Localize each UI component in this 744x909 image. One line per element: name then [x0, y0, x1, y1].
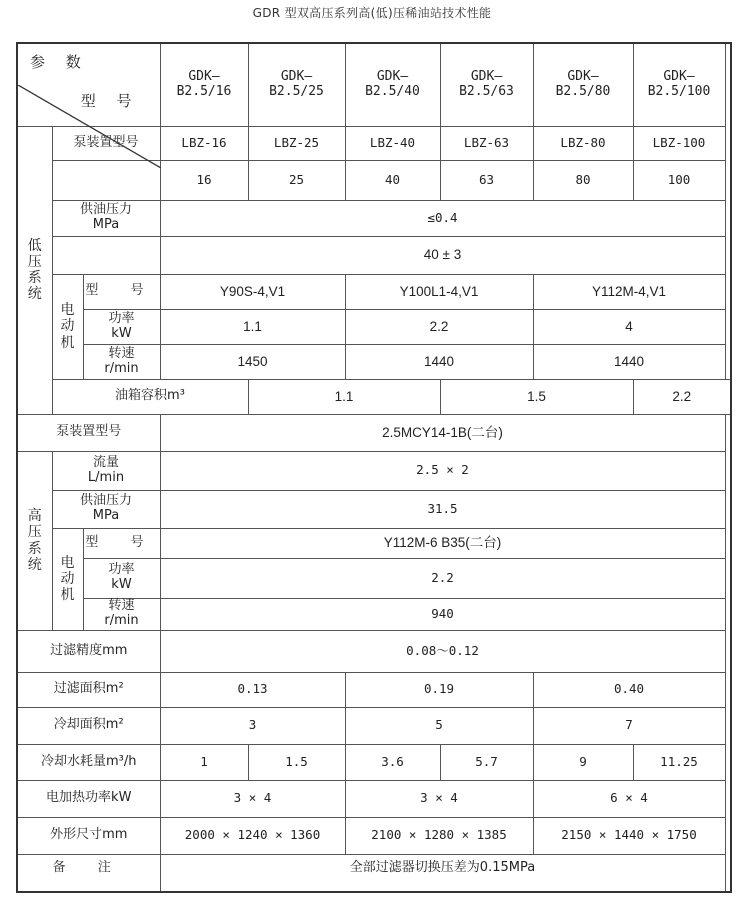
high-pressure-group-label: 高 压 系 统 — [17, 451, 52, 630]
remarks-row — [17, 854, 731, 892]
low-pressure-group-label: 低 压 系 统 — [17, 126, 52, 414]
cell: 0.19 — [345, 672, 533, 707]
spec-table — [16, 42, 732, 893]
hp-motor-model-label: 型 号 — [83, 528, 160, 558]
cell: 25 — [248, 160, 345, 200]
model-header: GDK— B2.5/40 — [345, 43, 440, 126]
cell: LBZ-63 — [440, 126, 533, 160]
cell: 4 — [533, 309, 725, 344]
corner-param-label: 参 数 — [30, 52, 89, 71]
corner-cell — [17, 43, 160, 126]
cell: 3 — [160, 707, 345, 744]
cell: 0.08～0.12 — [160, 630, 725, 672]
lp-speed-row — [17, 344, 731, 379]
lp-temp-label — [52, 236, 160, 274]
cell: 3 × 4 — [160, 780, 345, 817]
hp-speed-row — [17, 598, 731, 630]
cooling-water-label: 冷却水耗量m³/h — [17, 744, 160, 780]
hp-pump-row — [17, 414, 731, 451]
lp-motor-model-label: 型 号 — [83, 274, 160, 309]
hp-motor-model-row — [17, 528, 731, 558]
cell: 2.5 × 2 — [160, 451, 725, 490]
lp-pressure-label: 供油压力 MPa — [52, 200, 160, 236]
cell: 7 — [533, 707, 725, 744]
cell: ≤0.4 — [160, 200, 725, 236]
cell: 40 — [345, 160, 440, 200]
cell: 40 ± 3 — [160, 236, 725, 274]
cell: 1 — [160, 744, 248, 780]
cell: 1440 — [345, 344, 533, 379]
cell: 9 — [533, 744, 633, 780]
cell: 1.5 — [440, 379, 633, 414]
cell: 6 × 4 — [533, 780, 725, 817]
cell: Y112M-6 B35(二台) — [160, 528, 725, 558]
model-header: GDK— B2.5/100 — [633, 43, 725, 126]
hp-speed-label: 转速 r/min — [83, 598, 160, 630]
header-row — [17, 43, 731, 126]
cell: 63 — [440, 160, 533, 200]
cell: Y100L1-4,V1 — [345, 274, 533, 309]
heater-row — [17, 780, 731, 817]
hp-flow-row — [17, 451, 731, 490]
cell: 1.1 — [160, 309, 345, 344]
lp-pump-label: 泵装置型号 — [52, 126, 160, 160]
cell: 3 × 4 — [345, 780, 533, 817]
page-title: GDR 型双高压系列高(低)压稀油站技术性能 — [252, 6, 492, 20]
cell: 2000 × 1240 × 1360 — [160, 817, 345, 854]
tank-label: 油箱容积m³ — [52, 379, 248, 414]
cell: 2100 × 1280 × 1385 — [345, 817, 533, 854]
cooling-area-row — [17, 707, 731, 744]
lp-power-label: 功率 kW — [83, 309, 160, 344]
cell: 2150 × 1440 × 1750 — [533, 817, 725, 854]
lp-pressure-row — [17, 200, 731, 236]
cell: 5.7 — [440, 744, 533, 780]
remarks-value: 全部过滤器切换压差为0.15MPa — [160, 854, 725, 892]
filter-precision-label: 过滤精度mm — [17, 630, 160, 672]
lp-motor-model-row — [17, 274, 731, 309]
dimensions-label: 外形尺寸mm — [17, 817, 160, 854]
lp-speed-label: 转速 r/min — [83, 344, 160, 379]
filter-area-row — [17, 672, 731, 707]
cell: LBZ-80 — [533, 126, 633, 160]
remarks-label: 备 注 — [17, 854, 160, 892]
cell: Y112M-4,V1 — [533, 274, 725, 309]
cell: 2.5MCY14-1B(二台) — [160, 414, 725, 451]
lp-temp-row — [17, 236, 731, 274]
model-header: GDK— B2.5/25 — [248, 43, 345, 126]
cooling-area-label: 冷却面积m² — [17, 707, 160, 744]
tank-row — [17, 379, 731, 414]
hp-pressure-label: 供油压力 MPa — [52, 490, 160, 528]
filter-precision-row — [17, 630, 731, 672]
cell: 11.25 — [633, 744, 725, 780]
cell: 1440 — [533, 344, 725, 379]
cell: 2.2 — [633, 379, 731, 414]
cell: 940 — [160, 598, 725, 630]
cell: 16 — [160, 160, 248, 200]
cell: 3.6 — [345, 744, 440, 780]
cooling-water-row — [17, 744, 731, 780]
hp-pump-label: 泵装置型号 — [17, 414, 160, 451]
cell: 2.2 — [160, 558, 725, 598]
heater-label: 电加热功率kW — [17, 780, 160, 817]
cell: 5 — [345, 707, 533, 744]
cell: 100 — [633, 160, 725, 200]
lp-motor-label: 电 动 机 — [52, 274, 83, 379]
hp-motor-label: 电 动 机 — [52, 528, 83, 630]
lp-power-row — [17, 309, 731, 344]
hp-power-row — [17, 558, 731, 598]
cell: 1450 — [160, 344, 345, 379]
model-header: GDK— B2.5/63 — [440, 43, 533, 126]
hp-pressure-row — [17, 490, 731, 528]
cell: 1.5 — [248, 744, 345, 780]
cell: LBZ-40 — [345, 126, 440, 160]
model-header: GDK— B2.5/80 — [533, 43, 633, 126]
cell: 1.1 — [248, 379, 440, 414]
cell: LBZ-16 — [160, 126, 248, 160]
cell: 2.2 — [345, 309, 533, 344]
model-header: GDK— B2.5/16 — [160, 43, 248, 126]
cell: 0.13 — [160, 672, 345, 707]
hp-power-label: 功率 kW — [83, 558, 160, 598]
cell: 80 — [533, 160, 633, 200]
hp-flow-label: 流量 L/min — [52, 451, 160, 490]
cell: LBZ-100 — [633, 126, 725, 160]
cell: 31.5 — [160, 490, 725, 528]
cell: Y90S-4,V1 — [160, 274, 345, 309]
filter-area-label: 过滤面积m² — [17, 672, 160, 707]
dimensions-row — [17, 817, 731, 854]
cell: 0.40 — [533, 672, 725, 707]
cell: LBZ-25 — [248, 126, 345, 160]
corner-model-label: 型 号 — [80, 91, 140, 110]
